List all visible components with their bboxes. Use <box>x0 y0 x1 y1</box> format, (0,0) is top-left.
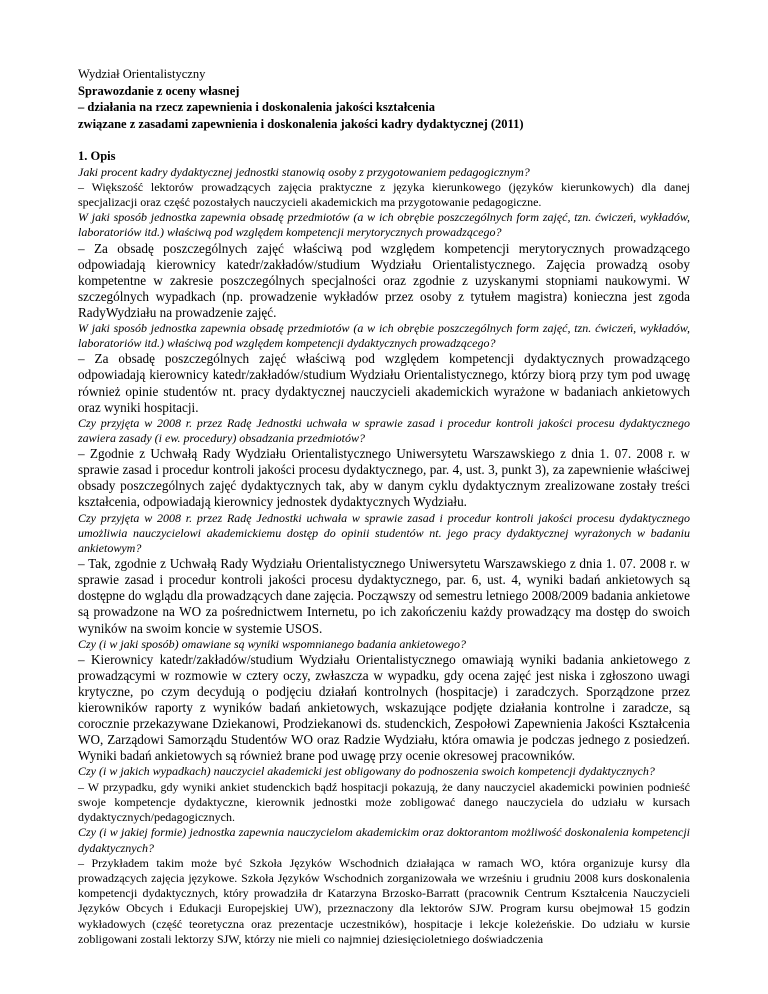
answer-2: – Za obsadę poszczególnych zajęć właściwą pod względem kompetencji merytorycznych prowadzącego odpowiadają kierownicy katedr/zakładów/studium Wydziału Orientalistycznego. Zajęcia prowadzą osoby kompetentne w zakresie poszczególnych specjalności oraz zgodnie z uzyskanymi stopniami naukowymi. W szczególnych wypadkach (np. prowadzenie wykładów przez osoby z tytułem magistra) konieczna jest zgoda RadyWydziału na prowadzenie zajęć. <box>78 240 690 320</box>
answer-5: – Tak, zgodnie z Uchwałą Rady Wydziału Orientalistycznego Uniwersytetu Warszawskiego z dnia 1. 07. 2008 r. w sprawie zasad i procedur kontroli jakości procesu dydaktycznego, par. 6, ust. 4, wyniki badań ankietowych są dostępne do wglądu dla prowadzących dane zajęcia. Począwszy od semestru letniego 2008/2009 badania ankietowe są prowadzone na WO za pośrednictwem Internetu, po ich zakończeniu każdy prowadzący ma dostęp do swoich wyników na swoim koncie w systemie USOS. <box>78 556 690 636</box>
question-1: Jaki procent kadry dydaktycznej jednostki stanowią osoby z przygotowaniem pedagogicznym? <box>78 164 530 179</box>
answer-7: – W przypadku, gdy wyniki ankiet studenckich bądź hospitacji pokazują, że dany nauczyciel akademicki powinien podnieść swoje kompetencje dydaktyczne, kierownik jednostki może zobligować danego nauczyciela do udziału w kursach dydaktycznych/pedagogicznych. <box>78 779 690 825</box>
question-2: W jaki sposób jednostka zapewnia obsadę przedmiotów (a w ich obrębie poszczególnych form zajęć, tzn. ćwiczeń, wykładów, laboratoriów itd.) właściwą pod względem kompetencji merytorycznych prowadzącego? <box>78 210 690 240</box>
answer-3: – Za obsadę poszczególnych zajęć właściwą pod względem kompetencji dydaktycznych prowadzącego odpowiadają kierownicy katedr/zakładów/studium Wydziału Orientalistycznego, którzy biorą przy tym pod uwagę również opinie studentów nt. pracy dydaktycznej nauczycieli akademickich wyrażone w badaniach ankietowych oraz wyniki hospitacji. <box>78 351 690 415</box>
question-8: Czy (i w jakiej formie) jednostka zapewnia nauczycielom akademickim oraz doktorantom możliwość doskonalenia kompetencji dydaktycznych? <box>78 825 690 855</box>
answer-4: – Zgodnie z Uchwałą Rady Wydziału Orientalistycznego Uniwersytetu Warszawskiego z dnia 1. 07. 2008 r. w sprawie zasad i procedur kontroli jakości procesu dydaktycznego, par. 4, ust. 3, punkt 3), za zapewnienie właściwej obsady poszczególnych zajęć dydaktycznych tak, aby w danym cyklu dydaktycznym zrealizowane zostały treści kształcenia, odpowiadają kierownicy jednostek dydaktycznych Wydziału. <box>78 446 690 510</box>
answer-6: – Kierownicy katedr/zakładów/studium Wydziału Orientalistycznego omawiają wyniki badania ankietowego z prowadzącymi w rozmowie w cztery oczy, zwłaszcza w wypadku, gdy ocena zajęć jest niska i zgłoszono uwagi krytyczne, po czym decydują o podjęciu działań kontrolnych (hospitacje) i zaradczych. Sporządzone przez kierowników raporty z wyników badań ankietowych, wskazujące podjęte działania kontrolne i zaradcze, są corocznie przekazywane Dziekanowi, Prodziekanowi ds. studenckich, Zespołowi Zapewnienia Jakości Kształcenia WO, Zarządowi Samorządu Studentów WO oraz Radzie Wydziału, która omawia je podczas jednego z posiedzeń. Wyniki badań ankietowych są również brane pod uwagę przy ocenie okresowej pracowników. <box>78 651 690 764</box>
report-title: Sprawozdanie z oceny własnej <box>78 83 240 98</box>
document-page <box>78 66 690 947</box>
question-7: Czy (i w jakich wypadkach) nauczyciel akademicki jest obligowany do podnoszenia swoich kompetencji dydaktycznych? <box>78 764 655 779</box>
question-3: W jaki sposób jednostka zapewnia obsadę przedmiotów (a w ich obrębie poszczególnych form zajęć, tzn. ćwiczeń, wykładów, laboratoriów itd.) właściwą pod względem kompetencji dydaktycznych prowadzącego? <box>78 320 690 351</box>
report-subtitle: – działania na rzecz zapewnienia i doskonalenia jakości kształcenia <box>78 100 435 114</box>
question-4: Czy przyjęta w 2008 r. przez Radę Jednostki uchwała w sprawie zasad i procedur kontroli jakości procesu dydaktycznego zawiera zasady (i ew. procedury) obsadzania przedmiotów? <box>78 415 690 445</box>
section-title: 1. Opis <box>78 149 116 163</box>
answer-1: – Większość lektorów prowadzących zajęcia praktyczne z języka kierunkowego (języków kierunkowych) dla danej specjalizacji oraz część pozostałych nauczycieli akademickich ma przygotowanie pedagogiczne. <box>78 179 690 209</box>
report-subtitle-2: związane z zasadami zapewnienia i doskonalenia jakości kadry dydaktycznej (2011) <box>78 116 524 131</box>
question-5: Czy przyjęta w 2008 r. przez Radę Jednostki uchwała w sprawie zasad i procedur kontroli jakości procesu dydaktycznego umożliwia nauczycielowi akademickiemu dostęp do opinii studentów nt. jego pracy dydaktycznej wyrażonych w badaniu ankietowym? <box>78 510 690 555</box>
faculty-name: Wydział Orientalistyczny <box>78 67 206 81</box>
answer-8: – Przykładem takim może być Szkoła Języków Wschodnich działająca w ramach WO, która organizuje kursy dla prowadzących zajęcia językowe. Szkoła Języków Wschodnich zorganizowała we wrześniu i grudniu 2008 kurs doskonalenia kompetencji dydaktycznych, który prowadziła dr Katarzyna Brzosko-Barratt (pracownik Centrum Kształcenia Nauczycieli Języków Obcych i Edukacji Europejskiej UW), przeznaczony dla lektorów SJW. Program kursu obejmował 15 godzin wykładowych (część teoretyczna oraz prezentacje uczestników), hospitacje i lekcje koleżeńskie. Do udziału w kursie zobligowani zostali lektorzy SJW, którzy nie mieli co najmniej dziesięcioletniego doświadczenia <box>78 855 690 946</box>
question-6: Czy (i w jaki sposób) omawiane są wyniki wspomnianego badania ankietowego? <box>78 636 466 651</box>
